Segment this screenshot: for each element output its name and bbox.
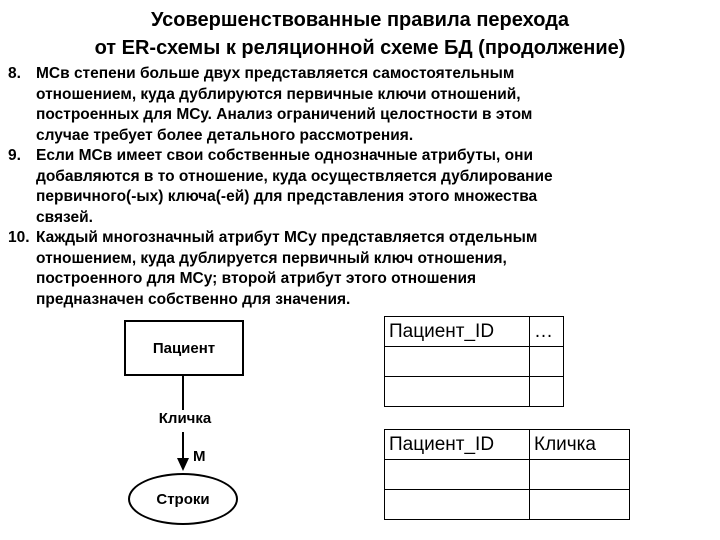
rule-line: МСв степени больше двух представляется самостоятельным xyxy=(36,65,515,82)
rule-line: отношением, куда дублируется первичный ключ отношения, xyxy=(36,249,507,267)
rule-line: построенного для МСу; второй атрибут этого отношения xyxy=(36,270,477,287)
rule-number: 9. xyxy=(8,147,21,164)
rule-line: Каждый многозначный атрибут МСу представляется отдельным xyxy=(36,229,538,246)
table-row xyxy=(385,347,564,377)
table-cell xyxy=(385,347,530,377)
rule-number: 10. xyxy=(8,229,30,246)
connector-line-bottom xyxy=(182,432,184,460)
table-row xyxy=(385,377,564,407)
table-row xyxy=(385,460,630,490)
table-cell xyxy=(385,377,530,407)
table-cell xyxy=(530,490,630,520)
table-cell xyxy=(530,377,564,407)
relation-table-1 xyxy=(384,316,564,407)
relation-table-2 xyxy=(384,429,630,520)
rule-line: построенных для МСу. Анализ ограничений целостности в этом xyxy=(36,106,533,123)
attribute-label: Кличка xyxy=(158,410,212,427)
table-cell xyxy=(385,490,530,520)
table-cell xyxy=(385,460,530,490)
domain-ellipse: Строки xyxy=(128,473,238,525)
table-cell xyxy=(530,460,630,490)
table-cell xyxy=(530,347,564,377)
rule-line: случае требует более детального рассмотрения. xyxy=(36,126,414,144)
table-row xyxy=(385,490,630,520)
table-header-row xyxy=(385,317,564,347)
rule-number: 8. xyxy=(8,65,21,82)
rule-line: добавляются в то отношение, куда осуществляется дублирование xyxy=(36,167,553,185)
header-cell: … xyxy=(530,317,564,347)
arrow-down-icon xyxy=(177,458,189,471)
rule-line: отношением, куда дублируются первичные ключи отношений, xyxy=(36,85,521,103)
title-line-2: от ER-схемы к реляционной схеме БД (продолжение) xyxy=(94,37,626,59)
multiplicity-label: М xyxy=(193,448,206,465)
header-cell: Кличка xyxy=(530,430,630,460)
title-line-1: Усовершенствованные правила перехода xyxy=(150,9,570,31)
connector-line-top xyxy=(182,376,184,410)
rule-line: первичного(-ых) ключа(-ей) для представления этого множества xyxy=(36,188,538,205)
rule-line: связей. xyxy=(36,208,93,226)
entity-box: Пациент xyxy=(124,320,244,376)
header-cell: Пациент_ID xyxy=(385,317,530,347)
table-header-row xyxy=(385,430,630,460)
header-cell: Пациент_ID xyxy=(385,430,530,460)
rule-line: предназначен собственно для значения. xyxy=(36,290,351,308)
rule-line: Если МСв имеет свои собственные однозначные атрибуты, они xyxy=(36,147,533,164)
